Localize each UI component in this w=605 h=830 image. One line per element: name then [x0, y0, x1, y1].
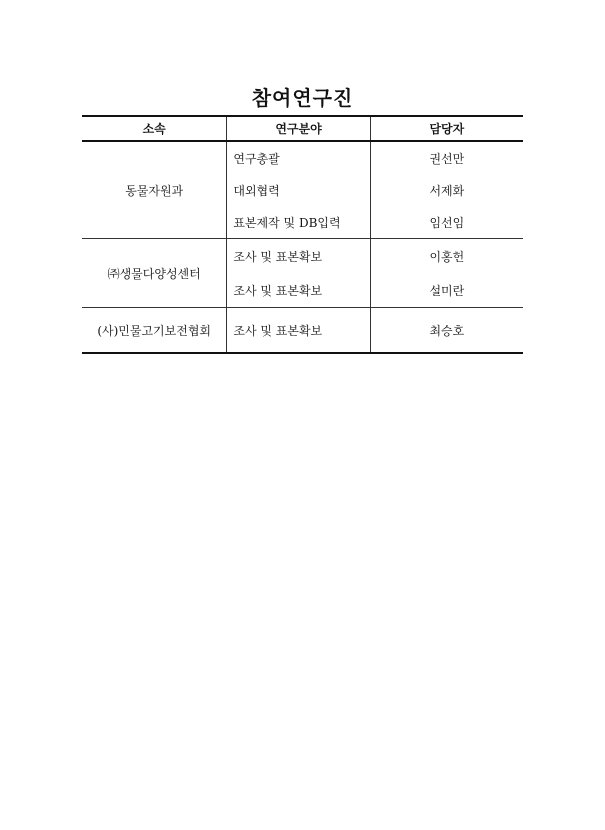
affiliation-cell: 동물자원과 [82, 141, 227, 239]
person-cell: 최승호 [370, 308, 523, 354]
person-cell: 이홍헌 [370, 239, 523, 274]
header-affiliation: 소속 [82, 116, 227, 141]
research-field-text: 연구총괄 [233, 152, 280, 166]
research-field-cell [227, 308, 370, 354]
research-field-text: 대외협력 [233, 184, 280, 198]
header-research-field: 연구분야 [227, 116, 370, 141]
table-header-row [82, 116, 523, 141]
affiliation-cell: (사)민물고기보전협회 [82, 308, 227, 354]
table-row [82, 141, 523, 175]
research-field-cell [227, 273, 370, 308]
research-field-text: 조사 및 표본확보 [233, 249, 323, 264]
table-row [82, 239, 523, 274]
person-cell: 권선만 [429, 152, 465, 166]
research-field-text: 조사 및 표본확보 [233, 323, 323, 338]
person-cell: 임선임 [429, 215, 465, 230]
research-field-text: 조사 및 표본확보 [233, 283, 323, 298]
person-cell: 서제화 [429, 184, 465, 198]
research-field-text: 표본제작 및 DB입력 [233, 215, 341, 230]
research-field-cell [227, 141, 370, 175]
person-cell: 설미란 [429, 283, 465, 298]
affiliation-cell: ㈜생물다양성센터 [82, 239, 227, 308]
research-field-cell [227, 239, 370, 274]
page-title: 참여연구진 [251, 86, 354, 110]
header-person-in-charge: 담당자 [370, 116, 523, 141]
research-field-cell [227, 206, 370, 239]
research-field-cell [227, 175, 370, 206]
table-row [82, 308, 523, 354]
research-team-table [82, 115, 523, 354]
